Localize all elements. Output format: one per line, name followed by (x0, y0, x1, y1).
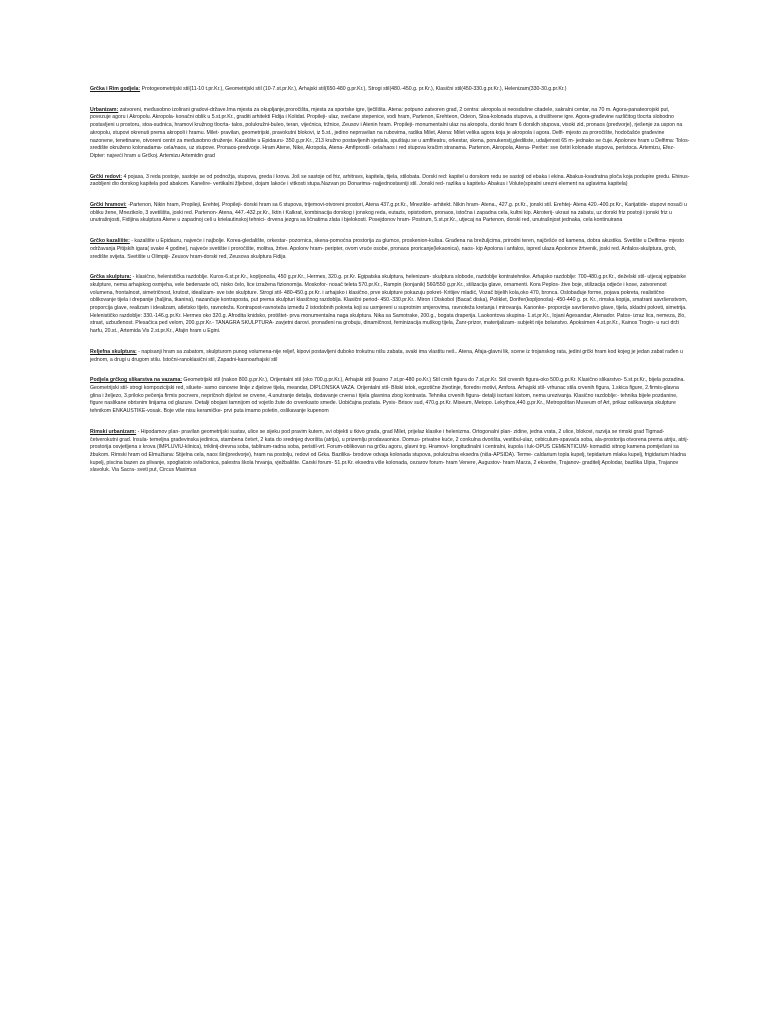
section-body: zatvoreni, međusobno izolirani gradovi-države.Ima mjesta za okupljanje,proročišta, mjesta za sportske igre, lječilišta. Atena: potpuno zatvoren grad, 2 centra: akropola si neosdušne citadele, sakralni centar, na 70 m. Agora-panateorojski put, povezuje agoru i Akropolu. Akropola- konačni oblik u 5.st.pr.Kr., graditi arhitekti Fidija i Kolidat. Propileji- ulaz, svečane stepenice, vodi hram, Partenon, Erehteon, Odeon, Stoa-kolonada stupova, a druištvene igre. Agora-građevine različitog tlocrta slobodno postavljeni u prostoru, stoa-sudnica, hramovi kružnog tlocrta- talos, polukružni-buleo, teran, vijećnica, tržnice, Zeusov i Atenin hram. Propileji- monumentalni ulaz na akropolu, dorski hram 6 dorskih stupova, visoki zid, pronaos (predvorje), rješenje za uspon na akropolu, stupovi okrenuti prema akropoli i hramu. Milet- pravilan, geometrijski, pravokutni blokovi, iz 5.st., jedino neprravilan na rubovima, radika Milet, Atena: Milet velika agora koja je akropola i agora. Delfi- mjesto za proročište, hodočašće građevine nazonene, tenetinane, otvoreni centri za međusobno druženje. Kazalište u Epidauru- 350.g.pr.Kr., 213 kružno postavljenih sjedala, spuštaju se u amfiteatru, orkestar, skena, ponukenstj,glediliste, udaljenost 65 m- jednako se čuje. Apolonov hram u Delfima: Tolos- središte okruženo kolonadama- cela/naos, uz stupove. Pronaos-predvorje. Hram Atene, Nike, Akropola, Atena- Amfiprostil- cela/naos i red stupova kračim stranama. Partenon, Akropola, Atena- Periter: sve četiri kolonade stupova, peristoca. Artemizu, Efez- Dipter: najveći hram u Grčkoj. Artemizu Artemidin grad (90, 106, 690, 159)
section-body: 4 pojasa, 3 reda postoje, sastoje se od podnožja, stupova, greda i krova. Još se sastoje od friz, arhitravs, kapitela, tijela, stilobata. Dorski red: kapitel u dorskom redu se sastoji od ebaka i ekina. Abakus-kvadratna ploča koja podupire gredu. Ehinus- zaobljeni dio dorskog kapitela pod abakom. Kanelire- vertikalni žljebovi, dojam lakoće i vitkosti stupa.Nazvan po Donarima- najjednostavniji stil. Jonski red- razlika u kapitelu- Abakus i Volute(spiralni urezni element na uglavima kapitela) (90, 173, 690, 188)
section-roman-urbanism (90, 429, 690, 475)
section-greek-rome-periods (90, 86, 690, 94)
section-heading: Grčka i Rim godjela: (90, 86, 141, 92)
section-urbanism (90, 107, 690, 161)
section-heading: Grčki redovi: (90, 173, 123, 180)
section-heading: Grčki hramovi: (90, 202, 127, 209)
section-heading: Rimski urbanizam: (90, 428, 137, 435)
section-heading: Podjela grčkog slikarstva na vazama: (90, 377, 182, 384)
section-body: - napisanji hram sa zabatom, skulpturom punog volumena-nije reljef, kipovi postavljeni duboko trokutnu nišu zabata, svaki ima vlastitu neš.. Atena, Afaja-glavni lik, scene iz trojanskog rata, jedini grčki hram kod kojeg je jedan zabat rađen u jednom, a drugi u drugom stilu. Istočni-ranoklasični stil, Zapadni-kasnoarhajski stil (90, 348, 683, 363)
section-greek-temples (90, 202, 690, 225)
section-body: -Partenon, Nikin hram, Propileji, Erehtej. Propileji- dorski hram sa 6 stupova, trijemovi-otvoreni prostori, Atena 437.g.pr.Kr., Mnezikle- arhitekt. Nikin hram- Atena., 427.g. pr.Kr., jonski stil. Erehtej- Atena 420.-400.pr.Kr., Karijatide- stupovi nosači u obliku žene, Mnezikolo, 3 svetilišta, joski red. Partenon- Atena, 447.-432.pr.Kr., Iktin i Kalkrat, kombinacija dorskog i jonskog reda, eutazis, opistodom, pronaos, istočna i zapadna cela, kultni kip. Akroterij- ukrasi na zabatu, uz dorski friz postoji i jonski friz u unutrašnjosti, Fidijina skulptura Atene u zapadnoj celi u krielautinskoj tehnici- drvena jezgra sa ličnatima zlata i bjelokosti. Posejdonov hram- Postrum, 5.st.pr.Kr., utjecaj na Partenon, dorski red, unutrašnjost jednaka, cela kontinuirana (90, 202, 687, 224)
section-greek-orders (90, 174, 690, 189)
section-body: - kazalište u Epidauru, najveće i najbolje. Korea-gledalište, orkestar- pozornica, skena-pomoćna prostorija za glumce, proskenion-kulisa. Građena na brežuljcima, prirodni teren, najčešće od kamena, dobra akustika. Svetište u Delfima- mjesto održavanja Pitijskih igara( svake 4 godine), najveće svetište i proročište, molitva, žrtve. Apolonv hram- peripter, ovom vruće osobe, pronaos proricanje(lekaonica), naos- kip Apolona i anfalos, ispred ulaza Apolonov žrtvenik, joski red. Anfalos-skulptura, grob, središte svijeta. Svetište u Olimpiji- Zeusov hram-dorski red, Zeusova skulptura Fidija (90, 238, 684, 260)
section-greek-sculpture (90, 274, 690, 336)
section-relief-sculpture (90, 349, 690, 364)
section-greek-theatre (90, 238, 690, 261)
section-body: - Hipodamov plan- pravilan geometrijski sustav, ulice se sijeku pod pravim kutem, svi objekti u tkivo grada, grad Milet, prijelaz klasike i helenizma. Ortogonalni plan- zidine, jedna vrata, 2 ulice, blokovi, razvija se rimski grad Tigmad- četverokutni grad. Insula- temeljna građevinska jedinica, stambena četvrt, 2 kata do srednjeg dvorišta (atrija), u prizemlju prodavaonice. Domus- privatne kuće, 2 conkulna dvorišta, vestibul-ulaz, cebiculum-spavaća soba, ala-prostorija otvorena prema atriju, atrij-prostorija osvjetljena s krova (IMPLUVIU-klinica), triklinij-drevna soba, tablinum-radna soba, peristil-vrt. Forum-oblikovan na grčku agoru, glavni trg. Hramovi- longitudinalni i centralni, kupola i luk-OPUS CEMENTICUM- komadići sitnog kamena pomiješani sa žbukom. Rimski hram od Elmužiana: Stijelna cela, naos šin(predvorje), hram na postolju, redovi od Grka. Bazilika- brodove odvaja kolonada stupova, polukružna eksedra (niša-APSIDA). Terme- caldarium topla kupelj, tepidarium mlaka kupelj, frigidarium hladna kupelj, piscina bazen za plivanje, spogliatoio svlačionica, palestra škola hrvanja, vježbalište. Carski forum- 51.pr.Kr. ekxedra više kolonada, cezarov forum- hram Venere, Augustov- hram Marza, 2 eksedre, Trajanov- graditelj Apolodar, bazilika Ulpia, Trajanov slavoluk. Via Sacra- sveti put, Circus Maximus (90, 428, 689, 474)
section-heading: Grčka skulptura: (90, 274, 132, 281)
section-vase-painting (90, 377, 690, 416)
section-heading: Urbanizam: (90, 106, 119, 113)
section-body: - klasično, helenistička razdoblje. Kuros-6.st.pr.Kr., kopljonoša, 450 g.pr.Kr., Hermes, 320.g. pr.Kr. Egipatska skulptura, helenizam- skulptura slobode, razdoblje kontratehnike. Arhajsko razdoblje: 700-480.g.pr.Kr., deželski stil- utjecaj egipatske skulpture, nema arhajskog osmjeha, vele bedenaste oči, nisko čelo, lice izražena fizionomija. Moskofor- nosač teleta 570.pr.Kr., Rampin (konjanik) 560/550 g.pr.Kr., stilizacija glave, ornamenti. Kora Peplos- žive boje, stilizacija odjeće i kose, zatvorenost volumena, frontalnost, simetričnost, krutost, idealizam- sve iste skulpture. Strogi stil- 480-450.g.pr.Kr. i arhajsko i klasično, prve skulpture pokazuju pokret- Kritijev mladić, Vozač bijelih kola,oko 470, bronca. Oslobađuje forme, pojava pokreta, realistično oblikovanje tijela i drepanije (haljina, tkanina), nazančuje kontraposta, put prema skulpturi klasičnog razdoblja. Klasični period- 450.-330.pr.Kr.. Miron i Diskobol (Bacač diska), Poliklet, Dorifer(kopljonoša)- 450-440 g. pr. Kr., rimska kopija, smatrani savršenstvom, proporcija glave, realizam i idealizam, atletsko tijelo, ravnoteža. Kontrapost-ravnoteža između 2 istodobnih pokreta koji su usmjereni u suprotnim smjerovima, ravnoteža kretanja i mirovanja. Kanonke- proporcije savršenstvo glave, tijela, skladni pokreti, simetrija. Helenističko razdoblje: 330.-146.g.pr.Kr. Hermes oko 320.g. Afrodita knidsko, protištet- prva monumentalna naga skulptura. Nika sa Samotrake, 200.g., bogata draperija. Laokontova skupina- 1.st.pr.Kr., Iojani Agesandar, Atenador. Patos- izraz lica, nemeza, žlo, strast, uzbuđenost. Plesačica ped velom, 200.g.pr.Kr.- TANAGRA SKULPTURA- zavjetni darovi. pronađeni na grobuju, dinamičnost, feminizacija muškog tijela, Žanr-prizor, materijalizam- subjekt nije bolanstvo. Apoksimen 4.st.pr.Kr., Kainos Trogin- u ruci drži harfu, 20.st., Artemida Vis 2.st.pr.Kr., Afajin hram u Egini. (90, 274, 688, 335)
section-heading: Grčko kazalište: (90, 238, 130, 245)
section-heading: Reljefna skulptura: (90, 348, 137, 355)
section-body: Protogeometrijski stil(11-10 t.pr.Kr.), Geometrijski stil (10-7.st.pr.Kr.), Arhajski stil(650-480 g.pr.Kr.), Strogi stil(480.-450.g. pr.Kr.), Klasični stil(450-330.g.pr.Kr.), Helenizam(330-30.g.pr.Kr.) (140, 86, 567, 92)
document-page (90, 86, 690, 488)
section-body: Geometrijski stil (nakon 800.g.pr.Kr.), Orijentalni stil (oko 700.g.pr.Kr.), Arhajski stil (kasno 7.st.pr-480 po.Kr.) Stil crnih figura do 7.st.pr.Kr. Stil crvenih figura-oko 500.g.pr.Kr. Klasično slikarstvo- 5.st.pr.Kr., bijela pozadina. Geometrijski stil- strogi kompozicijski red, siluete- samo osnovne linije z djelove tijela, meandar, DIPLONSKA VAZA. Orijentalni stil- Bliski istok, egzotične životinje, florednı motivi, Amfora. Arhajski stil- vrhunac stila crvenih figura, 1.skica figure, 2.firmis-glavna glina i željezo, 3.priloko pečenja firmis pocrvenı, nepričnoh dijelovi se crvene, 4.unutranje detalja, dodavanje crvena i tijela glavnina zbog kontrasta. Tehnika crvenih figura- detalji iscrtani kistom, nema urezivanja. Klasično razdoblje:- tehnika bijele pozdanine, figure naslikane obrisnim linijama od glazure. Detalji obojani tamnijom od vojetlo žute do crvenkasto smeđe. Uobičajna pozlata. Pyxis- Brisov sud, 470.g.pr.Kr. Miseum, Metopo. Lekythos,440.g.pr.Kr., Metropolitan Museum of Art, prikaz oslikavanja skulpture tehnikom ENKAUSTIKE-vosak. Boje više nisu keramičke- prvi puta imamo poletin, oslikavanje kupenom (90, 377, 685, 415)
